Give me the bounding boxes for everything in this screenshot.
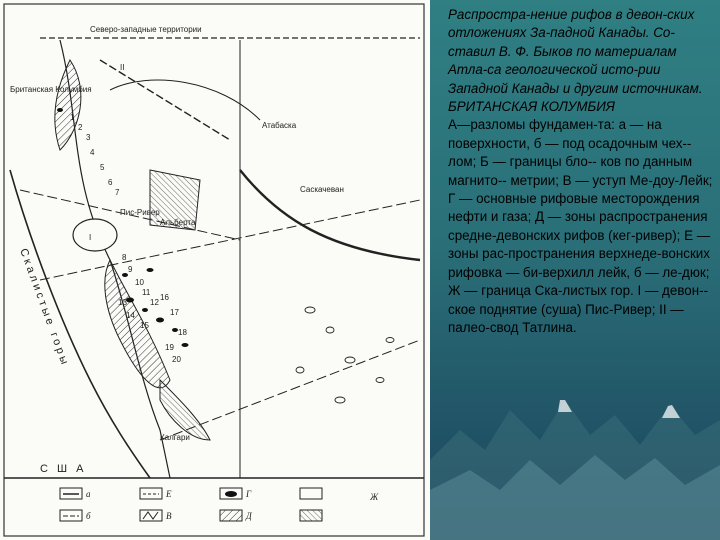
legend-swatch [300,510,322,521]
reef-number: 20 [172,355,181,364]
oil-field [156,318,164,323]
leduc-zones [296,307,394,403]
label-alberta: Альберта [160,218,196,227]
oil-field [57,108,63,112]
uplift-one [73,219,117,251]
legend-letter-a: а [86,489,91,499]
label-calgary: Калгари [160,433,190,442]
legend-swatch [220,510,242,521]
reef-number: 13 [118,298,127,307]
caption-text [448,6,716,337]
label-peace-river: Пис-Ривер [120,208,160,217]
label-nwt: Северо-западные территории [90,25,202,34]
meadow-lake-escarpment [240,170,420,260]
legend-swatch [300,488,322,499]
reef-zone [160,380,210,440]
caption-body: А—разломы фундамен-та: а — на поверхности, б — под осадочным чех-- лом; Б — границы бло-- ков по данным магнито-- метрии; В — уступ Ме-доу-Лейк; Г — основные рифовые месторождения нефти и газа; Д — зоны распространения средне-девонских рифов (кег-ривер); Е — зоны рас-пространения верхнеде-вонских рифовка — би-верхилл лейк, б — ле-дюк; Ж — граница Ска-листых гор. I — девон-- ское поднятие (суша) Пис-Ривер; II — палео-свод Татлина. [448,117,713,335]
legend-letter-zh: Ж [370,492,379,502]
legend-letter-g: Г [246,489,252,499]
reef-number: 2 [78,123,83,132]
reef-number: 19 [165,343,174,352]
label-saskatchewan: Саскачеван [300,185,344,194]
label-usa: С Ш А [40,463,87,475]
reef-number: 4 [90,148,95,157]
oil-field [126,298,134,303]
label-bc: Британская Колумбия [10,85,92,94]
caption-intro: Распростра-нение рифов в девон-ских отложениях За-падной Канады. Со-ставил В. Ф. Быков по материалам Атла-са геологической исто-рии Западной Канады и другим источникам. БРИТАНСКАЯ КОЛУМБИЯ [448,7,703,115]
reef-number: 17 [170,308,179,317]
legend-letter-v: В [166,511,172,521]
label-rocky-mountains: Скалистые горы [17,246,72,369]
reef-zone [55,60,81,150]
reef-number: 15 [140,321,149,330]
legend-letter-d: Д [246,511,252,521]
reef-number: 3 [86,133,91,142]
fault-line [100,60,230,140]
label-uplift-two: II [120,63,125,72]
map-legend [60,488,379,521]
legend-letter-e: Е [166,489,172,499]
reef-number: 1 [70,113,75,122]
label-uplift-one: I [89,233,92,242]
reef-number: 8 [122,253,127,262]
label-athabasca: Атабаска [262,121,297,130]
reef-number: 5 [100,163,105,172]
reef-number: 11 [142,288,151,297]
oil-field [147,268,154,272]
reef-number: 10 [135,278,144,287]
mountain-silhouette [430,340,720,540]
reef-number: 16 [160,293,169,302]
reef-number: 9 [128,265,133,274]
oil-field [182,343,189,347]
oil-field [142,308,148,312]
peace-river-arc [110,80,260,120]
reef-number: 12 [150,298,159,307]
reef-number: 14 [126,311,135,320]
reef-number: 18 [178,328,187,337]
legend-letter-b: б [86,511,91,521]
reef-number: 6 [108,178,113,187]
reef-number: 7 [115,188,120,197]
caption-panel [430,0,720,540]
